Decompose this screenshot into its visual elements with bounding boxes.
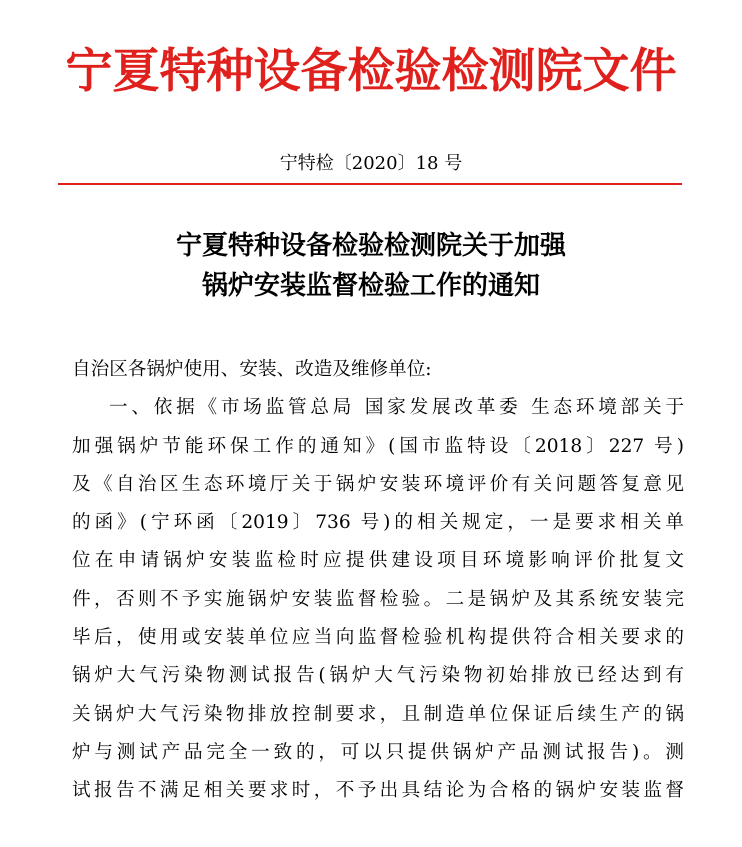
notice-title-line-1: 宁夏特种设备检验检测院关于加强 (175, 231, 566, 261)
salutation: 自治区各锅炉使用、安装、改造及维修单位: (72, 359, 432, 380)
body-line: 炉与测试产品完全一致的，可以只提供锅炉产品测试报告)。测 (72, 741, 684, 763)
body-line: 件，否则不予实施锅炉安装监督检验。二是锅炉及其系统安装完 (72, 588, 684, 610)
body-line: 毕后，使用或安装单位应当向监督检验机构提供符合相关要求的 (72, 627, 684, 649)
document-number: 宁特检〔2020〕18 号 (279, 153, 463, 174)
body-line: 一、依据《市场监管总局 国家发展改革委 生态环境部关于 (109, 397, 684, 419)
notice-title-line-2: 锅炉安装监督检验工作的通知 (201, 271, 540, 301)
body-line: 锅炉大气污染物测试报告(锅炉大气污染物初始排放已经达到有 (72, 665, 684, 687)
notice-body (72, 351, 684, 811)
body-line: 加强锅炉节能环保工作的通知》(国市监特设〔2018〕227 号) (72, 435, 684, 457)
red-separator-line (58, 183, 682, 185)
body-line: 的函》(宁环函〔2019〕736 号)的相关规定，一是要求相关单 (72, 512, 684, 534)
body-line: 试报告不满足相关要求时，不予出具结论为合格的锅炉安装监督 (72, 780, 684, 802)
body-line: 位在申请锅炉安装监检时应提供建设项目环境影响评价批复文 (72, 550, 684, 572)
body-line: 关锅炉大气污染物排放控制要求，且制造单位保证后续生产的锅 (72, 703, 684, 725)
notice-title (0, 226, 742, 306)
issuer-masthead: 宁夏特种设备检验检测院文件 (65, 44, 677, 99)
body-line: 及《自治区生态环境厅关于锅炉安装环境评价有关问题答复意见 (72, 473, 684, 495)
